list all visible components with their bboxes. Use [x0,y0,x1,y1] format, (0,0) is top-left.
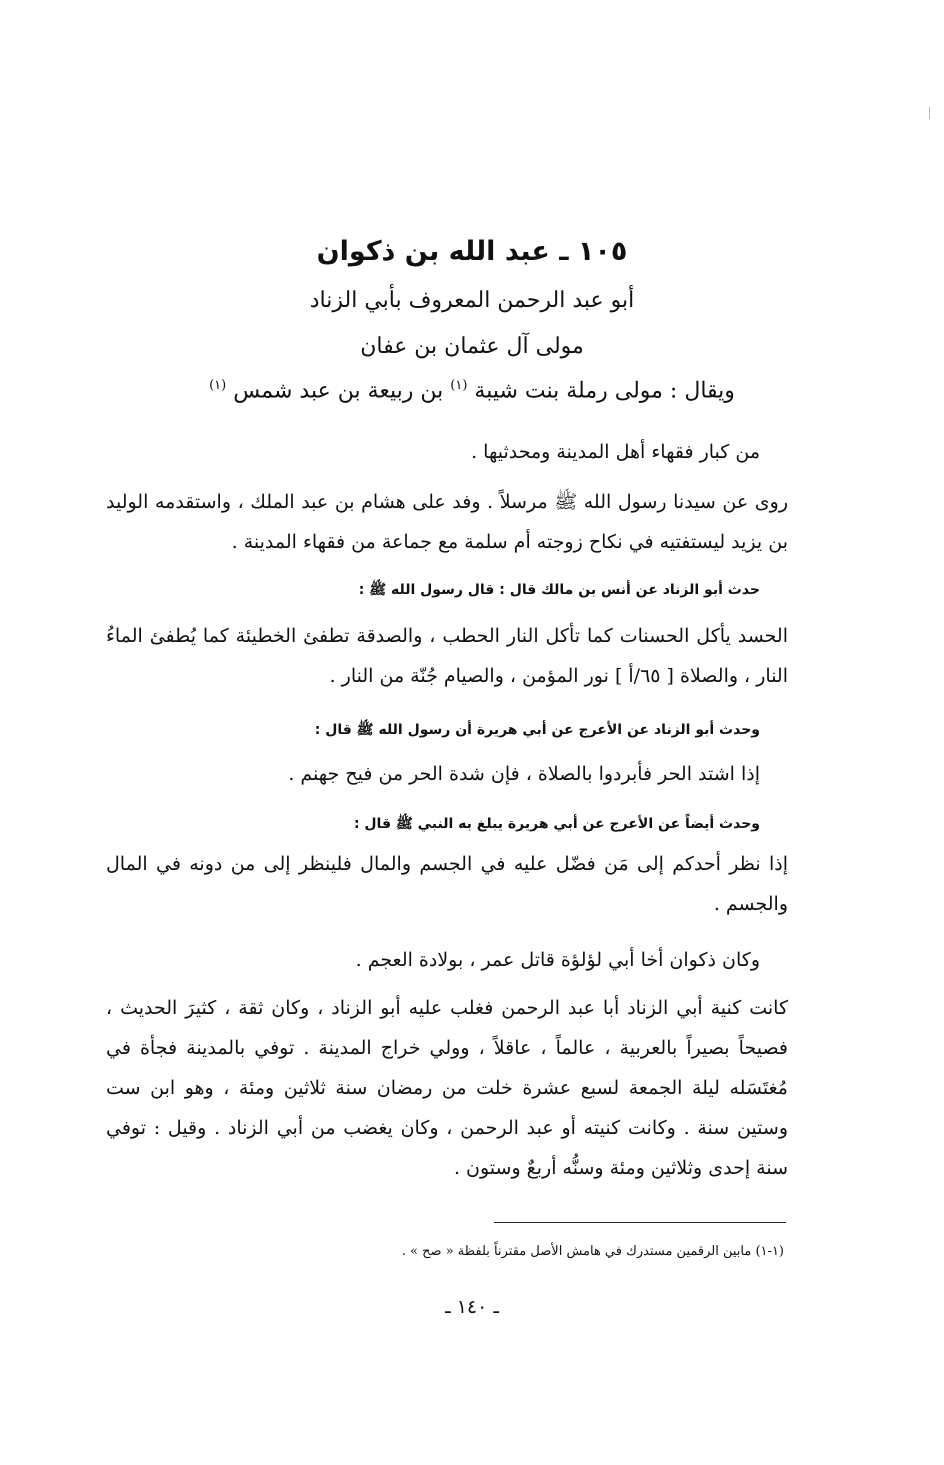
narration-paragraph: روى عن سيدنا رسول الله ﷺ مرسلاً . وفد على هشام بن عبد الملك ، واستقدمه الوليد بن يزيد ليستفتيه في نكاح زوجته أم سلمة مع جماعة من فقهاء المدينة . [106,491,788,553]
isnad-2: وحدث أبو الزناد عن الأعرج عن أبي هريرة أن رسول الله ﷺ قال : [314,722,760,738]
hadith-3: إذا نظر أحدكم إلى مَن فضّل عليه في الجسم والمال فلينظر إلى من دونه في المال والجسم . [106,853,788,915]
hadith-1: الحسد يأكل الحسنات كما تأكل النار الحطب ، والصدقة تطفئ الخطيئة كما يُطفئ الماءُ النار ، والصلاة [ ٦٥/أ ] نور المؤمن ، والصيام جُنّة من النار . [106,625,788,687]
footnote-ref-open: (١) [450,378,468,393]
mawla-line: مولى آل عثمان بن عفان [360,334,584,359]
footnote-ref-close: (١) [209,378,227,393]
alternate-mawla-text-1: ويقال : مولى رملة بنت شيبة [474,378,735,404]
intro-paragraph: من كبار فقهاء أهل المدينة ومحدثيها . [471,441,760,463]
isnad-3: وحدث أيضاً عن الأعرج عن أبي هريرة يبلغ به النبي ﷺ قال : [353,816,760,832]
alternate-mawla-line [100,378,844,403]
dhakwan-paragraph: وكان ذكوان أخا أبي لؤلؤة قاتل عمر ، بولادة العجم . [355,949,760,971]
kunya-paragraph: كانت كنية أبي الزناد أبا عبد الرحمن فغلب عليه أبو الزناد ، وكان ثقة ، كثيرَ الحديث ، فصيحاً بصيراً بالعربية ، عالماً ، عاقلاً ، وولي خراج المدينة . توفي بالمدينة فجأة في مُغتَسَله ليلة الجمعة لسبع عشرة خلت من رمضان سنة ثلاثين ومئة ، وهو ابن ست وستين سنة . وكانت كنيته أو عبد الرحمن ، وكان يغضب من أبي الزناد . وقيل : توفي سنة إحدى وثلاثين ومئة وسنُّه أربعٌ وستون . [106,997,788,1179]
footnote-separator [494,1222,786,1223]
alternate-mawla-text-2: بن ربيعة بن عبد شمس [233,378,444,404]
hadith-2: إذا اشتد الحر فأبردوا بالصلاة ، فإن شدة الحر من فيح جهنم . [288,763,760,785]
margin-mark [929,107,930,119]
footnote: (١-١) مابين الرقمين مستدرك في هامش الأصل مقترناً بلفظة « صح » . [401,1244,784,1259]
entry-title: ١٠٥ ـ عبد الله بن ذكوان [316,236,628,267]
isnad-1: حدث أبو الزناد عن أنس بن مالك قال : قال رسول الله ﷺ : [358,582,760,598]
kunya-line: أبو عبد الرحمن المعروف بأبي الزناد [309,288,635,313]
page-number: ـ ١٤٠ ـ [445,1296,499,1318]
